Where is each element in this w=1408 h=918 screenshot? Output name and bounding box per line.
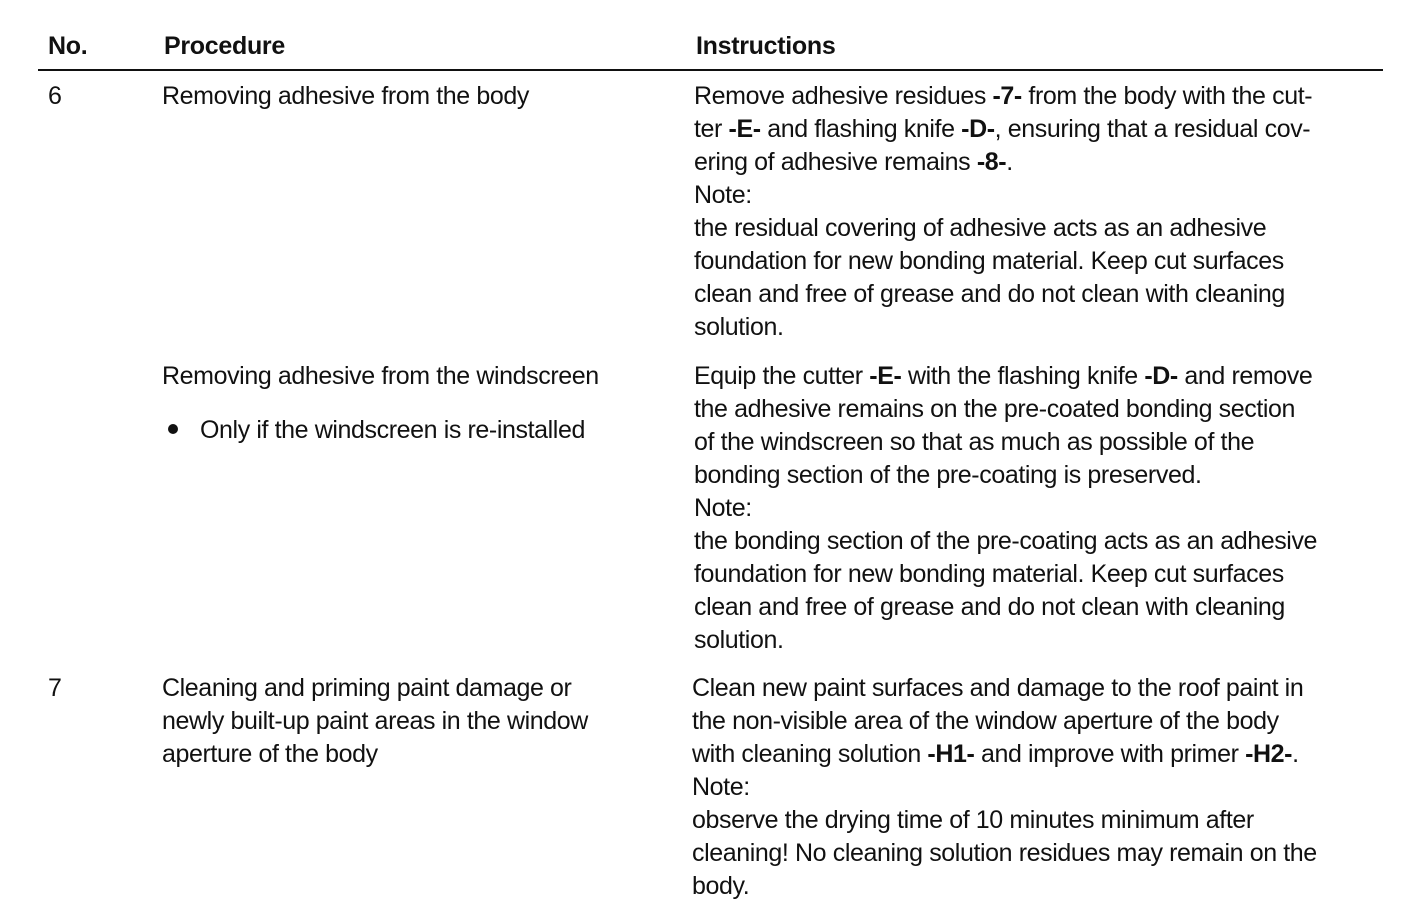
row-7-procedure	[162, 672, 662, 771]
header-divider	[38, 69, 1383, 71]
instruction-line: of the windscreen so that as much as possible of the	[694, 428, 1255, 456]
row-6-procedure: Removing adhesive from the body	[162, 82, 529, 110]
row-6-number: 6	[48, 82, 62, 110]
header-instructions: Instructions	[696, 32, 836, 60]
row-windscreen-instructions	[694, 360, 1384, 657]
note-label: Note:	[692, 773, 750, 801]
header-no: No.	[48, 32, 88, 60]
header-procedure: Procedure	[164, 32, 285, 60]
note-label: Note:	[694, 181, 752, 209]
instruction-line: the non-visible area of the window aperture of the body	[692, 707, 1279, 735]
instruction-line: foundation for new bonding material. Keep cut surfaces	[694, 247, 1284, 275]
instruction-line: bonding section of the pre-coating is preserved.	[694, 461, 1202, 489]
instruction-line: ter -E- and flashing knife -D-, ensuring that a residual cov-	[694, 115, 1311, 143]
instruction-line: foundation for new bonding material. Keep cut surfaces	[694, 560, 1284, 588]
procedure-line: aperture of the body	[162, 740, 378, 768]
instruction-line: the bonding section of the pre-coating acts as an adhesive	[694, 527, 1318, 555]
instruction-line: clean and free of grease and do not clean with cleaning	[694, 593, 1285, 621]
row-windscreen-procedure: Removing adhesive from the windscreen	[162, 362, 599, 390]
row-6-instructions	[694, 80, 1384, 344]
instruction-line: observe the drying time of 10 minutes minimum after	[692, 806, 1254, 834]
note-label: Note:	[694, 494, 752, 522]
row-7-instructions	[692, 672, 1382, 903]
instruction-line: Remove adhesive residues -7- from the body with the cut-	[694, 82, 1313, 110]
row-7-number: 7	[48, 674, 62, 702]
instruction-line: the adhesive remains on the pre-coated bonding section	[694, 395, 1296, 423]
instruction-line: clean and free of grease and do not clean with cleaning	[694, 280, 1285, 308]
bullet-text: Only if the windscreen is re-installed	[200, 416, 585, 444]
instruction-line: the residual covering of adhesive acts as an adhesive	[694, 214, 1267, 242]
instruction-line: body.	[692, 872, 750, 900]
instruction-line: Equip the cutter -E- with the flashing knife -D- and remove	[694, 362, 1313, 390]
instruction-line: solution.	[694, 313, 784, 341]
bullet-item	[162, 414, 585, 447]
instruction-line: with cleaning solution -H1- and improve with primer -H2-.	[692, 740, 1299, 768]
instruction-line: Clean new paint surfaces and damage to the roof paint in	[692, 674, 1304, 702]
procedure-line: Cleaning and priming paint damage or	[162, 674, 572, 702]
procedure-line: newly built-up paint areas in the window	[162, 707, 588, 735]
instruction-line: ering of adhesive remains -8-.	[694, 148, 1013, 176]
bullet-icon	[168, 424, 178, 434]
instruction-line: cleaning! No cleaning solution residues may remain on the	[692, 839, 1317, 867]
instruction-line: solution.	[694, 626, 784, 654]
